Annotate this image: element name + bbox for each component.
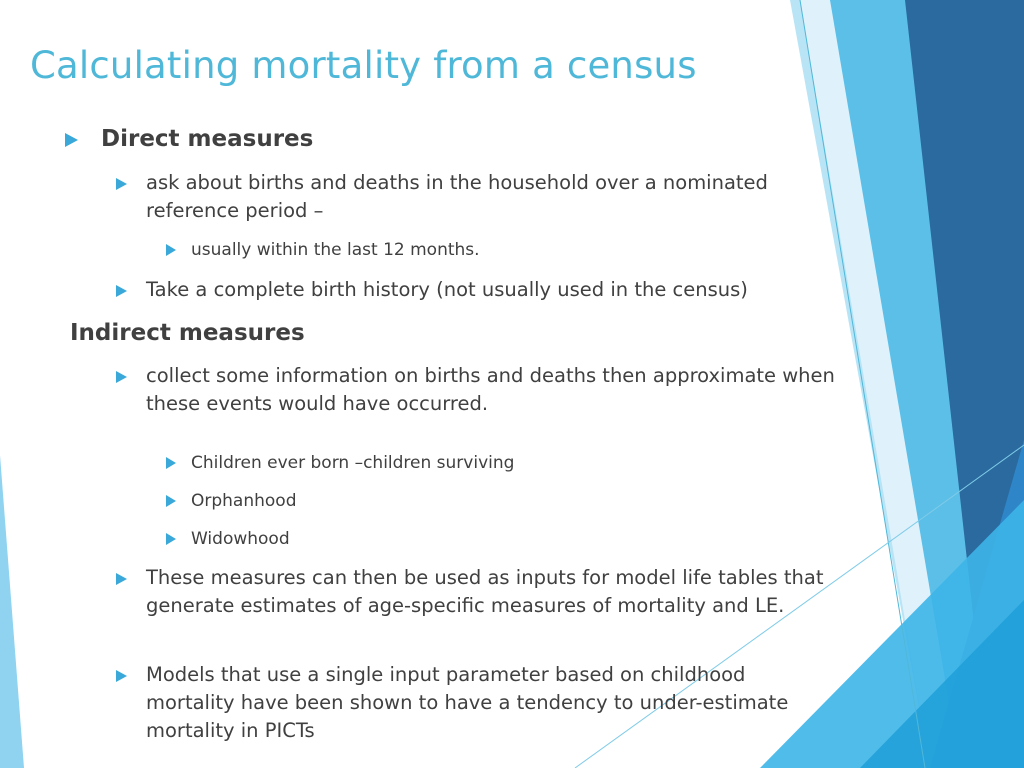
indirect-item-orphanhood: Orphanhood	[191, 491, 297, 511]
direct-item-12-months: usually within the last 12 months.	[191, 240, 480, 260]
bullet-direct-1a-icon	[166, 244, 176, 256]
indirect-item-children-ever-born: Children ever born –children surviving	[191, 453, 515, 473]
bullet-indirect-1b-icon	[166, 495, 176, 507]
heading-indirect-measures: Indirect measures	[70, 320, 305, 346]
indirect-item-widowhood: Widowhood	[191, 529, 290, 549]
indirect-item-single-parameter: Models that use a single input parameter based on childhood mortality have been shown to have a tendency to under-estimate mortality in PICTs	[146, 663, 789, 742]
bullet-indirect-2-icon	[116, 573, 127, 585]
bullet-direct-2-icon	[116, 285, 127, 297]
bullet-indirect-3-icon	[116, 670, 127, 682]
slide-title: Calculating mortality from a census	[30, 44, 697, 87]
bullet-indirect-1-icon	[116, 371, 127, 383]
bullet-direct-icon	[65, 133, 78, 147]
bullet-direct-1-icon	[116, 178, 127, 190]
decor-left-sliver	[0, 455, 24, 768]
heading-direct-measures: Direct measures	[101, 126, 314, 152]
indirect-item-model-life-tables: These measures can then be used as inputs for model life tables that generate estimates of age-specific measures of mortality and LE.	[146, 566, 824, 617]
direct-item-births-deaths: ask about births and deaths in the household over a nominated reference period –	[146, 171, 768, 222]
direct-item-birth-history: Take a complete birth history (not usually used in the census)	[146, 278, 748, 301]
bullet-indirect-1a-icon	[166, 457, 176, 469]
indirect-item-approximate: collect some information on births and deaths then approximate when these events would have occurred.	[146, 364, 835, 415]
bullet-indirect-1c-icon	[166, 533, 176, 545]
